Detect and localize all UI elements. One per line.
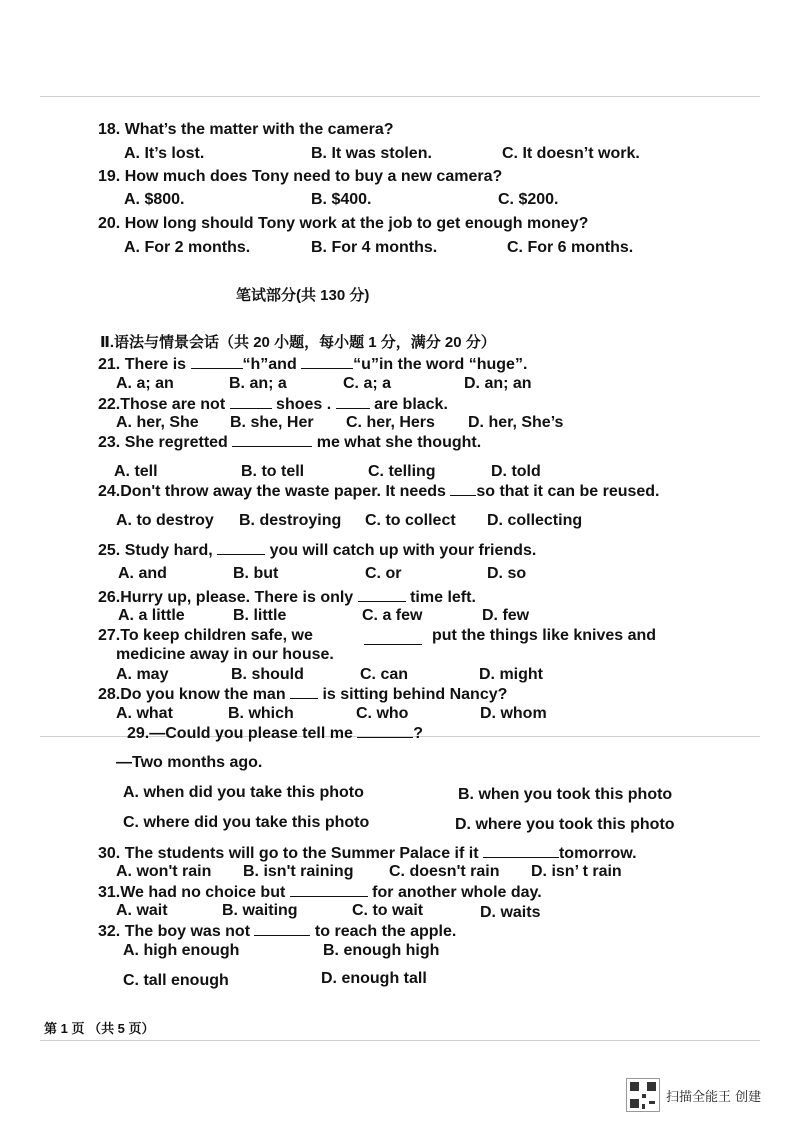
option-19b: B. $400. <box>311 191 372 208</box>
option-29d: D. where you took this photo <box>455 816 675 833</box>
option-31b: B. waiting <box>222 902 298 919</box>
option-19a: A. $800. <box>124 191 185 208</box>
option-22c: C. her, Hers <box>346 414 435 431</box>
answer-29: —Two months ago. <box>116 754 263 771</box>
option-23d: D. told <box>491 463 541 480</box>
option-23c: C. telling <box>368 463 436 480</box>
option-25b: B. but <box>233 565 279 582</box>
option-22b: B. she, Her <box>230 414 314 431</box>
question-25: 25. Study hard, you will catch up with your friends. <box>98 542 537 559</box>
answer-blank <box>290 684 318 699</box>
question-26: 26.Hurry up, please. There is only time left. <box>98 589 476 606</box>
option-23a: A. tell <box>114 463 158 480</box>
scanner-watermark <box>626 1078 786 1114</box>
option-26b: B. little <box>233 607 287 624</box>
option-21c: C. a; a <box>343 375 392 392</box>
option-32b: B. enough high <box>323 942 440 959</box>
question-29: 29.—Could you please tell me ? <box>127 725 424 742</box>
option-29b: B. when you took this photo <box>458 786 673 803</box>
option-24a: A. to destroy <box>116 512 214 529</box>
option-31c: C. to wait <box>352 902 424 919</box>
answer-blank <box>364 630 422 645</box>
question-30: 30. The students will go to the Summer Palace if it tomorrow. <box>98 845 637 862</box>
answer-blank <box>358 587 406 602</box>
option-30d: D. isn’ t rain <box>531 863 622 880</box>
option-28c: C. who <box>356 705 409 722</box>
option-20a: A. For 2 months. <box>124 239 251 256</box>
question-22: 22.Those are not shoes . are black. <box>98 396 448 413</box>
option-18b: B. It was stolen. <box>311 145 432 162</box>
option-31d: D. waits <box>480 904 541 921</box>
answer-blank <box>254 921 310 936</box>
option-22d: D. her, She’s <box>468 414 564 431</box>
option-29a: A. when did you take this photo <box>123 784 364 801</box>
option-27d: D. might <box>479 666 543 683</box>
answer-blank <box>450 481 476 496</box>
option-25d: D. so <box>487 565 527 582</box>
option-18a: A. It’s lost. <box>124 145 205 162</box>
option-25a: A. and <box>118 565 167 582</box>
answer-blank <box>191 354 243 369</box>
option-20c: C. For 6 months. <box>507 239 634 256</box>
option-19c: C. $200. <box>498 191 559 208</box>
option-18c: C. It doesn’t work. <box>502 145 640 162</box>
option-27b: B. should <box>231 666 304 683</box>
option-21a: A. a; an <box>116 375 174 392</box>
question-28: 28.Do you know the man is sitting behind Nancy? <box>98 686 508 703</box>
question-19: 19. How much does Tony need to buy a new camera? <box>98 168 503 185</box>
option-31a: A. wait <box>116 902 168 919</box>
answer-blank <box>357 723 413 738</box>
answer-blank <box>301 354 353 369</box>
option-22a: A. her, She <box>116 414 199 431</box>
option-24d: D. collecting <box>487 512 583 529</box>
option-26d: D. few <box>482 607 530 624</box>
option-23b: B. to tell <box>241 463 305 480</box>
answer-blank <box>336 394 370 409</box>
question-31: 31.We had no choice but for another whole day. <box>98 884 542 901</box>
option-24b: B. destroying <box>239 512 342 529</box>
page-footer: 第 1 页 （共 5 页） <box>44 1021 155 1036</box>
answer-blank <box>230 394 272 409</box>
option-28d: D. whom <box>480 705 547 722</box>
option-32d: D. enough tall <box>321 970 427 987</box>
option-24c: C. to collect <box>365 512 456 529</box>
answer-blank <box>217 540 265 555</box>
question-21: 21. There is “h”and “u”in the word “huge”. <box>98 356 528 373</box>
option-28a: A. what <box>116 705 173 722</box>
option-26c: C. a few <box>362 607 423 624</box>
question-27-cont: put the things like knives and <box>432 627 657 644</box>
answer-blank <box>290 882 368 897</box>
option-32c: C. tall enough <box>123 972 229 989</box>
question-32: 32. The boy was not to reach the apple. <box>98 923 457 940</box>
question-20: 20. How long should Tony work at the job to get enough money? <box>98 215 589 232</box>
option-29c: C. where did you take this photo <box>123 814 370 831</box>
option-28b: B. which <box>228 705 294 722</box>
scan-line <box>40 96 760 97</box>
option-27c: C. can <box>360 666 409 683</box>
section-title: Ⅱ.语法与情景会话（共 20 小题，每小题 1 分，满分 20 分） <box>100 334 496 351</box>
option-27a: A. may <box>116 666 169 683</box>
option-21d: D. an; an <box>464 375 532 392</box>
answer-blank <box>483 843 559 858</box>
question-24: 24.Don't throw away the waste paper. It needs so that it can be reused. <box>98 483 660 500</box>
option-30c: C. doesn't rain <box>389 863 500 880</box>
written-part-title: 笔试部分(共 130 分) <box>236 287 370 304</box>
answer-blank <box>232 432 312 447</box>
option-25c: C. or <box>365 565 402 582</box>
qr-code-icon <box>626 1078 660 1112</box>
option-30b: B. isn't raining <box>243 863 354 880</box>
question-23: 23. She regretted me what she thought. <box>98 434 482 451</box>
question-27-line2: medicine away in our house. <box>116 646 334 663</box>
scan-line <box>40 1040 760 1041</box>
option-20b: B. For 4 months. <box>311 239 438 256</box>
watermark-text: 扫描全能王 创建 <box>666 1090 762 1105</box>
option-21b: B. an; a <box>229 375 287 392</box>
question-27: 27.To keep children safe, we <box>98 627 313 644</box>
option-26a: A. a little <box>118 607 185 624</box>
question-18: 18. What’s the matter with the camera? <box>98 121 394 138</box>
option-32a: A. high enough <box>123 942 240 959</box>
option-30a: A. won't rain <box>116 863 212 880</box>
